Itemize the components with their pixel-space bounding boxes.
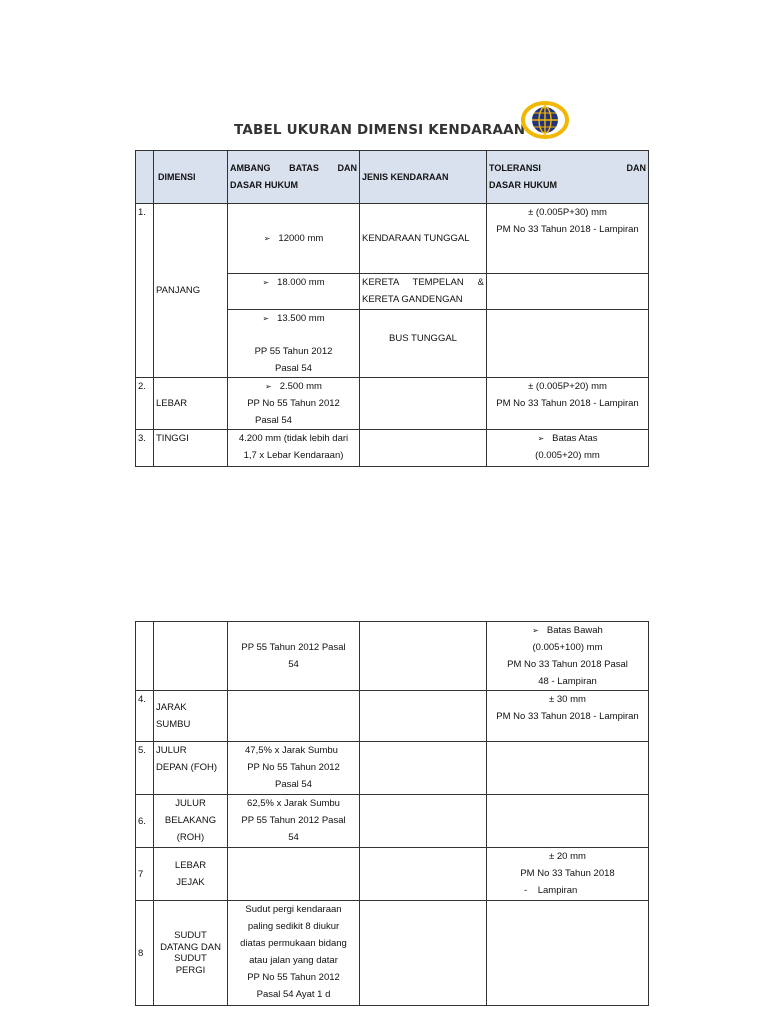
header-dimensi: DIMENSI <box>154 151 228 204</box>
threshold-cell: ➢ 12000 mm <box>228 204 360 274</box>
row-number: 1. <box>136 204 154 378</box>
tolerance-cell: ± (0.005P+30) mm PM No 33 Tahun 2018 - Lampiran <box>487 204 649 274</box>
arrowhead-bullet-icon: ➢ <box>537 434 545 443</box>
arrowhead-bullet-icon: ➢ <box>262 278 270 287</box>
vehicle-type-cell <box>360 691 487 742</box>
tolerance-cell <box>487 310 649 378</box>
table-row <box>136 742 649 795</box>
vehicle-type-cell <box>360 430 487 467</box>
tolerance-cell <box>487 274 649 310</box>
vehicle-type-cell <box>360 622 487 691</box>
dimension-name <box>154 622 228 691</box>
tolerance-cell: ± (0.005P+20) mm PM No 33 Tahun 2018 - Lampiran <box>487 378 649 430</box>
header-no <box>136 151 154 204</box>
row-number: 7 <box>136 848 154 901</box>
arrowhead-bullet-icon: ➢ <box>263 234 271 243</box>
table-row <box>136 795 649 848</box>
dimension-name: JULUR DEPAN (FOH) <box>154 742 228 795</box>
header-ambang: AMBANG BATAS DAN DASAR HUKUM <box>228 151 360 204</box>
table-row <box>136 430 649 467</box>
table-header-row <box>136 151 649 204</box>
threshold-cell: ➢ 18.000 mm <box>228 274 360 310</box>
header-toleransi: TOLERANSI DAN DASAR HUKUM <box>487 151 649 204</box>
threshold-cell: ➢ 13.500 mm PP 55 Tahun 2012 Pasal 54 <box>228 310 360 378</box>
vehicle-type-cell <box>360 742 487 795</box>
row-number: 5. <box>136 742 154 795</box>
row-number: 4. <box>136 691 154 742</box>
arrowhead-bullet-icon: ➢ <box>262 314 270 323</box>
tolerance-cell <box>487 795 649 848</box>
arrowhead-bullet-icon: ➢ <box>265 382 272 391</box>
dimension-name: JULUR BELAKANG (ROH) <box>154 795 228 848</box>
vehicle-type-cell <box>360 901 487 1006</box>
dimension-table-2 <box>135 621 649 1006</box>
threshold-cell: ➢ 2.500 mm PP No 55 Tahun 2012 Pasal 54 <box>228 378 360 430</box>
vehicle-type-cell: KERETA TEMPELAN & KERETA GANDENGAN <box>360 274 487 310</box>
tolerance-cell: ± 30 mm PM No 33 Tahun 2018 - Lampiran <box>487 691 649 742</box>
threshold-cell <box>228 848 360 901</box>
threshold-cell <box>228 691 360 742</box>
dimension-name: SUDUT DATANG DAN SUDUT PERGI <box>154 901 228 1006</box>
table-row <box>136 378 649 430</box>
dimension-name: JARAK SUMBU <box>154 691 228 742</box>
tolerance-cell: ➢ Batas Atas (0.005+20) mm <box>487 430 649 467</box>
vehicle-type-cell: BUS TUNGGAL <box>360 310 487 378</box>
vehicle-type-cell <box>360 795 487 848</box>
dimension-name: TINGGI <box>154 430 228 467</box>
tolerance-cell <box>487 901 649 1006</box>
row-number: 6. <box>136 795 154 848</box>
row-number: 8 <box>136 901 154 1006</box>
tolerance-cell: ➢ Batas Bawah (0.005+100) mm PM No 33 Tahun 2018 Pasal 48 - Lampiran <box>487 622 649 691</box>
table-row <box>136 204 649 274</box>
row-number: 3. <box>136 430 154 467</box>
table-row <box>136 691 649 742</box>
threshold-cell: 4.200 mm (tidak lebih dari 1,7 x Lebar Kendaraan) <box>228 430 360 467</box>
row-number: 2. <box>136 378 154 430</box>
dimension-table-1 <box>135 150 649 467</box>
header-jenis: JENIS KENDARAAN <box>360 151 487 204</box>
arrowhead-bullet-icon: ➢ <box>532 626 539 635</box>
dimension-name: PANJANG <box>154 204 228 378</box>
vehicle-type-cell <box>360 848 487 901</box>
dimension-name: LEBAR JEJAK <box>154 848 228 901</box>
globe-emblem-icon <box>521 100 569 140</box>
table-row <box>136 622 649 691</box>
row-number <box>136 622 154 691</box>
vehicle-type-cell <box>360 378 487 430</box>
dimension-name: LEBAR <box>154 378 228 430</box>
threshold-cell: PP 55 Tahun 2012 Pasal 54 <box>228 622 360 691</box>
vehicle-type-cell: KENDARAAN TUNGGAL <box>360 204 487 274</box>
threshold-cell: 47,5% x Jarak Sumbu PP No 55 Tahun 2012 Pasal 54 <box>228 742 360 795</box>
tolerance-cell: ± 20 mm PM No 33 Tahun 2018 - Lampiran <box>487 848 649 901</box>
threshold-cell: Sudut pergi kendaraan paling sedikit 8 diukur diatas permukaan bidang atau jalan yang datar PP No 55 Tahun 2012 Pasal 54 Ayat 1 d <box>228 901 360 1006</box>
table-row <box>136 901 649 1006</box>
table-row <box>136 848 649 901</box>
tolerance-cell <box>487 742 649 795</box>
page-title: TABEL UKURAN DIMENSI KENDARAAN <box>234 122 526 138</box>
threshold-cell: 62,5% x Jarak Sumbu PP 55 Tahun 2012 Pasal 54 <box>228 795 360 848</box>
